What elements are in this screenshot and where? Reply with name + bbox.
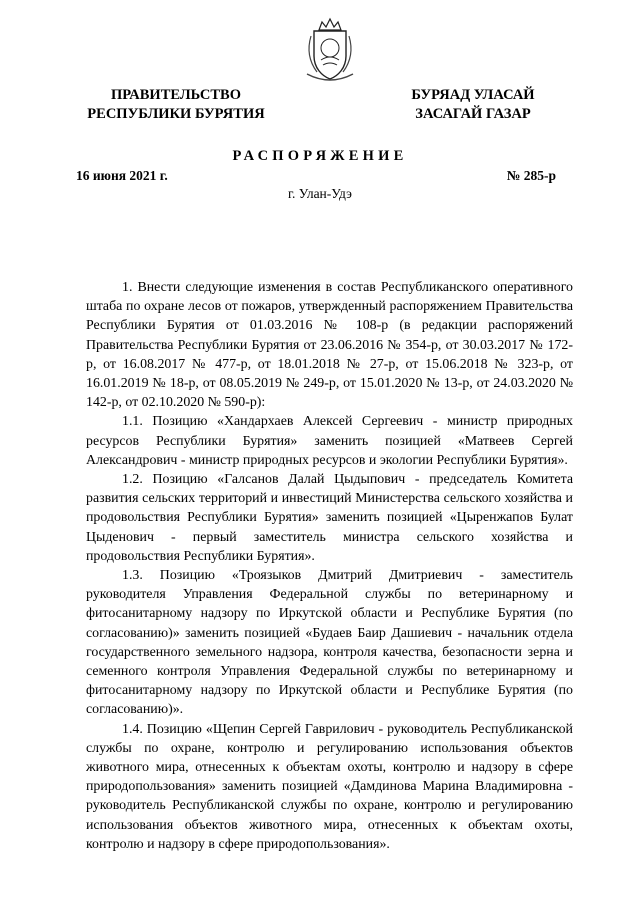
paragraph: 1.4. Позицию «Щепин Сергей Гаврилович - руководитель Республиканской службы по охране, контролю и регулированию использования объектов животного мира, отнесенных к объектам охоты, контролю и надзору в сфере природопользования» заменить позицией «Дамдинова Марина Владимировна - руководитель Республиканской службы по охране, контролю и регулированию использования объектов животного мира, отнесенных к объектам охоты, контролю и надзору в сфере природопользования». — [86, 721, 573, 852]
government-name-ru — [68, 86, 284, 124]
paragraph: 1.3. Позицию «Троязыков Дмитрий Дмитриевич - заместитель руководителя Управления Федеральной службы по ветеринарному и фитосанитарному надзору по Иркутской области и Республике Бурятия (по согласованию)» заменить позицией «Будаев Баир Дашиевич - начальник отдела государственного земельного надзора, контроля качества, безопасности зерна и семенного контроля Управления Федеральной службы по ветеринарному и фитосанитарному надзору по Иркутской области и Республике Бурятия (по согласованию)». — [86, 568, 573, 718]
header-left-line2: РЕСПУБЛИКИ БУРЯТИЯ — [87, 106, 265, 122]
document-city: г. Улан-Удэ — [288, 186, 352, 201]
document-title: РАСПОРЯЖЕНИЕ — [232, 148, 408, 164]
header-right-line1: БУРЯАД УЛАСАЙ — [411, 87, 535, 103]
header-left-line1: ПРАВИТЕЛЬСТВО — [111, 87, 241, 103]
document-number: № 285-р — [506, 168, 556, 183]
document-date: 16 июня 2021 г. — [76, 168, 168, 183]
paragraph: 1. Внести следующие изменения в состав Республиканского оперативного штаба по охране лесов от пожаров, утвержденный распоряжением Правительства Республики Бурятия от 01.03.2016 № 108-р (в редакции распоряжений Правительства Республики Бурятия от 23.06.2016 № 354-р, от 30.03.2017 № 172-р, от 16.08.2017 № 477-р, от 18.01.2018 № 27-р, от 15.06.2018 № 323-р, от 16.01.2019 № 18-р, от 08.05.2019 № 249-р, от 15.01.2020 № 13-р, от 24.03.2020 № 142-р, от 02.10.2020 № 590-р): — [86, 280, 573, 411]
government-name-bua — [388, 86, 558, 124]
paragraph: 1.1. Позицию «Хандархаев Алексей Сергеевич - министр природных ресурсов Республики Бурятия» заменить позицией «Матвеев Сергей Александрович - министр природных ресурсов и экологии Республики Бурятия». — [86, 414, 573, 468]
document-body — [86, 278, 573, 854]
paragraph: 1.2. Позицию «Галсанов Далай Цыдыпович - председатель Комитета развития сельских территорий и инвестиций Министерства сельского хозяйства и продовольствия Республики Бурятия» заменить позицией «Цыренжапов Булат Цыденович - первый заместитель министра сельского хозяйства и продовольствия Республики Бурятия». — [86, 472, 573, 564]
coat-of-arms-icon — [299, 16, 361, 84]
header-right-line2: ЗАСАГАЙ ГАЗАР — [415, 106, 531, 122]
